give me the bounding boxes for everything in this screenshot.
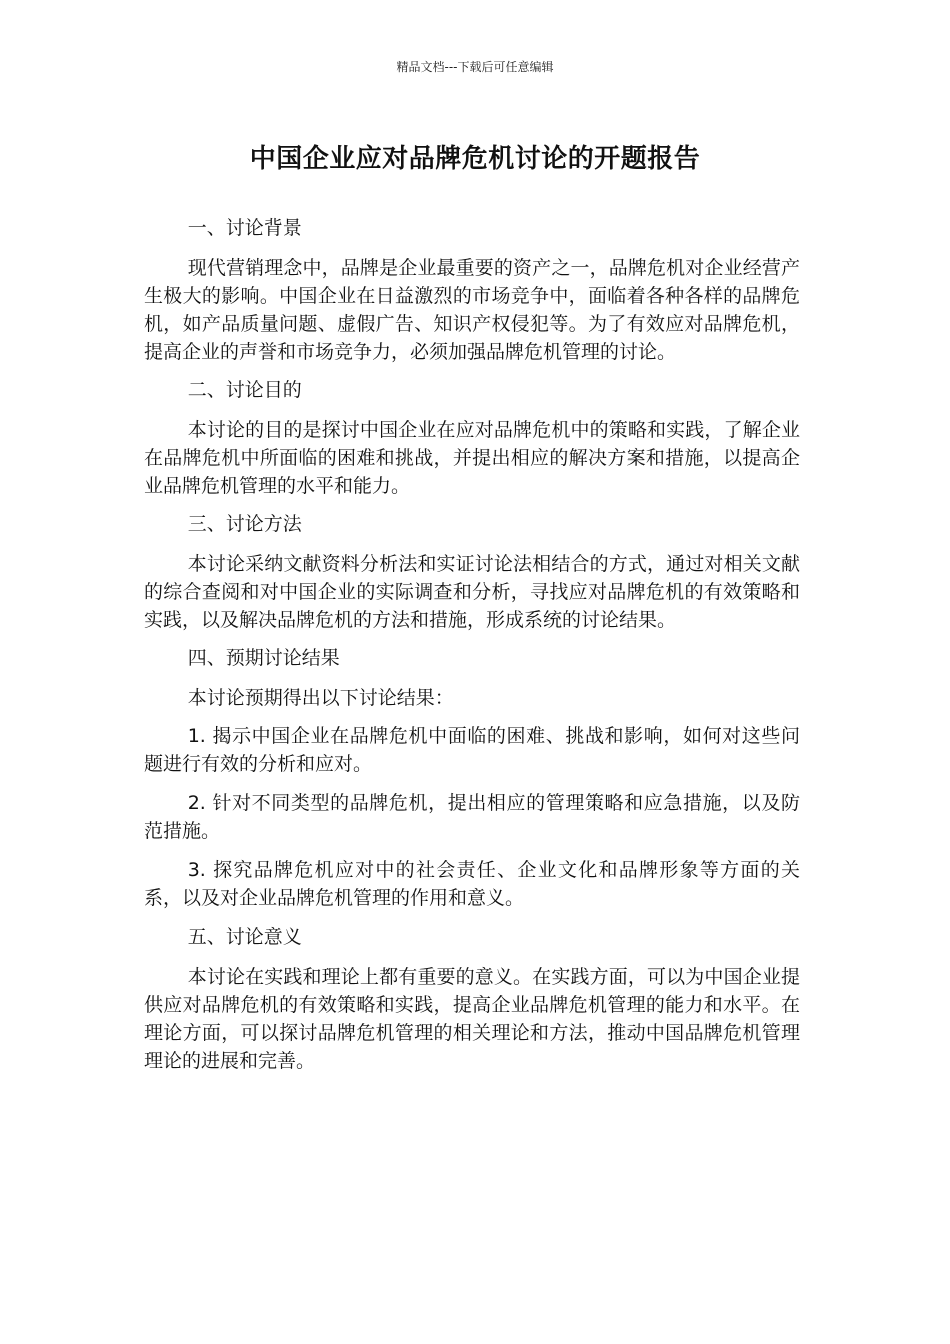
list-item: 3. 探究品牌危机应对中的社会责任、企业文化和品牌形象等方面的关系，以及对企业品牌危机管理的作用和意义。 xyxy=(144,859,800,909)
section-expected-results xyxy=(144,644,800,912)
section-heading: 五、讨论意义 xyxy=(187,926,302,948)
list-item: 1. 揭示中国企业在品牌危机中面临的困难、挑战和影响，如何对这些问题进行有效的分析和应对。 xyxy=(144,725,800,775)
section-paragraph: 本讨论在实践和理论上都有重要的意义。在实践方面，可以为中国企业提供应对品牌危机的有效策略和实践，提高企业品牌危机管理的能力和水平。在理论方面，可以探讨品牌危机管理的相关理论和方法，推动中国品牌危机管理理论的进展和完善。 xyxy=(144,966,800,1072)
list-item: 2. 针对不同类型的品牌危机，提出相应的管理策略和应急措施，以及防范措施。 xyxy=(144,792,800,842)
section-heading: 二、讨论目的 xyxy=(187,379,302,401)
section-paragraph: 本讨论采纳文献资料分析法和实证讨论法相结合的方式，通过对相关文献的综合查阅和对中国企业的实际调查和分析，寻找应对品牌危机的有效策略和实践，以及解决品牌危机的方法和措施，形成系统的讨论结果。 xyxy=(144,553,800,631)
page-title: 中国企业应对品牌危机讨论的开题报告 xyxy=(249,144,701,174)
section-purpose xyxy=(144,376,800,500)
section-paragraph: 本讨论的目的是探讨中国企业在应对品牌危机中的策略和实践，了解企业在品牌危机中所面临的困难和挑战，并提出相应的解决方案和措施，以提高企业品牌危机管理的水平和能力。 xyxy=(144,419,800,497)
section-background xyxy=(144,214,800,366)
section-paragraph: 现代营销理念中，品牌是企业最重要的资产之一，品牌危机对企业经营产生极大的影响。中国企业在日益激烈的市场竞争中，面临着各种各样的品牌危机，如产品质量问题、虚假广告、知识产权侵犯等。为了有效应对品牌危机，提高企业的声誉和市场竞争力，必须加强品牌危机管理的讨论。 xyxy=(144,257,800,363)
section-heading: 三、讨论方法 xyxy=(187,513,302,535)
header-note: 精品文档---下载后可任意编辑 xyxy=(396,60,554,74)
section-paragraph: 本讨论预期得出以下讨论结果： xyxy=(187,687,454,709)
document-body xyxy=(144,214,800,1085)
section-heading: 四、预期讨论结果 xyxy=(187,647,340,669)
section-heading: 一、讨论背景 xyxy=(187,217,302,239)
section-significance xyxy=(144,923,800,1075)
section-method xyxy=(144,510,800,634)
